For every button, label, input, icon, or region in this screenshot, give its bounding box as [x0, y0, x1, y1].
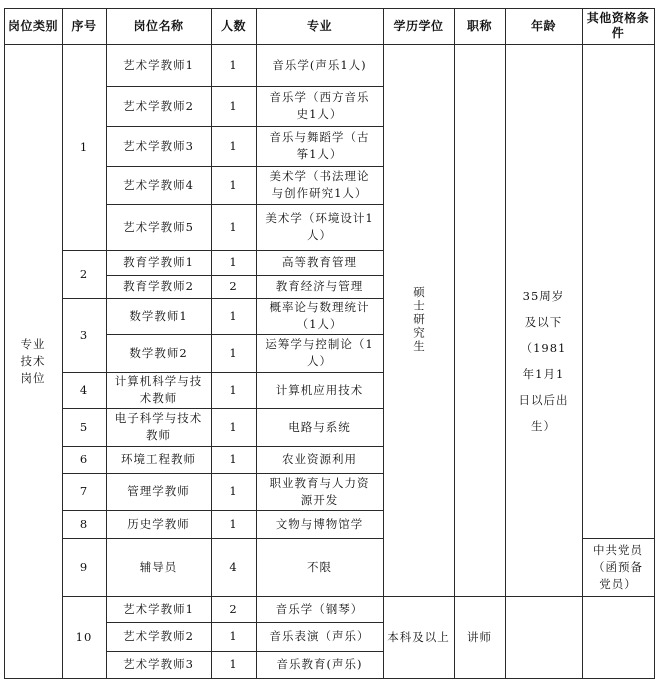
seq-number: 6 — [79, 452, 89, 466]
seq-number: 3 — [79, 327, 89, 342]
seq-number: 8 — [79, 516, 89, 531]
post-count: 2 — [229, 279, 238, 293]
seq-number: 10 — [75, 629, 93, 644]
post-name: 管理学教师 — [127, 484, 190, 498]
post-count: 1 — [229, 138, 238, 153]
post-major: 音乐与舞蹈学（古筝1人） — [269, 130, 370, 161]
header-age: 年龄 — [530, 18, 556, 33]
post-name: 数学教师2 — [129, 345, 188, 360]
post-major: 音乐学（钢琴） — [275, 601, 364, 616]
header-title: 职称 — [466, 18, 492, 33]
post-major: 音乐教育(声乐) — [276, 657, 363, 671]
post-major: 美术学（环境设计1人） — [265, 211, 374, 242]
header-degree: 学历学位 — [393, 18, 444, 33]
post-major: 电路与系统 — [288, 419, 351, 434]
seq-number: 4 — [79, 382, 89, 397]
post-name: 艺术学教师1 — [123, 601, 194, 616]
post-name: 教育学教师1 — [123, 255, 194, 269]
other-requirement-cell: 中共党员（函预备党员） — [593, 542, 643, 591]
seq-number: 9 — [79, 559, 89, 574]
post-count: 1 — [229, 308, 238, 323]
post-major: 农业资源利用 — [282, 452, 357, 466]
post-major: 概率论与数理统计（1人） — [269, 300, 370, 331]
post-name: 历史学教师 — [127, 516, 190, 531]
degree-bachelor-cell: 本科及以上 — [387, 629, 450, 644]
post-count: 1 — [229, 219, 238, 234]
post-name: 教育学教师2 — [123, 279, 194, 293]
post-name: 艺术学教师4 — [123, 177, 194, 192]
post-name: 艺术学教师2 — [123, 98, 194, 113]
post-count: 1 — [229, 57, 238, 72]
post-major: 运筹学与控制论（1人） — [265, 337, 374, 368]
grid-line — [454, 8, 455, 679]
post-name: 艺术学教师5 — [123, 219, 194, 234]
post-count: 1 — [229, 484, 238, 498]
post-name: 电子科学与技术教师 — [114, 411, 203, 442]
post-count: 1 — [229, 98, 238, 113]
post-name: 艺术学教师1 — [123, 57, 194, 72]
grid-line — [654, 8, 655, 679]
post-count: 1 — [229, 382, 238, 397]
seq-number: 7 — [79, 484, 89, 498]
header-post-name: 岗位名称 — [133, 18, 184, 33]
post-major: 计算机应用技术 — [275, 382, 364, 397]
post-major: 教育经济与管理 — [275, 279, 364, 293]
post-count: 2 — [229, 601, 238, 616]
post-name: 计算机科学与技术教师 — [114, 374, 203, 405]
seq-number: 2 — [79, 266, 89, 281]
age-cell: 35周岁及以下（1981年1月1日以后出生） — [518, 289, 569, 433]
post-major: 职业教育与人力资源开发 — [269, 475, 370, 507]
post-count: 1 — [229, 452, 238, 466]
post-name: 数学教师1 — [129, 308, 188, 323]
header-major: 专业 — [306, 18, 332, 33]
post-count: 1 — [229, 345, 238, 360]
header-category: 岗位类别 — [7, 18, 58, 33]
post-name: 艺术学教师3 — [123, 657, 194, 671]
title-lecturer-cell: 讲师 — [467, 629, 492, 644]
post-count: 4 — [229, 559, 238, 574]
post-name: 艺术学教师2 — [123, 629, 194, 643]
post-major: 音乐表演（声乐） — [269, 629, 370, 643]
header-count: 人数 — [220, 18, 246, 33]
seq-number: 5 — [79, 419, 89, 434]
header-seq: 序号 — [71, 18, 97, 33]
degree-master-cell: 硕士研究生 — [412, 286, 426, 354]
post-major: 文物与博物馆学 — [275, 516, 364, 531]
post-major: 高等教育管理 — [282, 255, 357, 269]
post-major: 不限 — [307, 559, 332, 574]
post-name: 环境工程教师 — [121, 452, 196, 466]
header-other: 其他资格条件 — [586, 11, 650, 40]
post-count: 1 — [229, 629, 238, 643]
grid-line — [4, 678, 655, 679]
post-count: 1 — [229, 516, 238, 531]
post-name: 辅导员 — [139, 559, 178, 574]
post-major: 美术学（书法理论与创作研究1人） — [269, 169, 370, 200]
post-count: 1 — [229, 177, 238, 192]
post-count: 1 — [229, 255, 238, 269]
seq-number: 1 — [79, 139, 89, 154]
post-count: 1 — [229, 657, 238, 671]
post-major: 音乐学（西方音乐史1人） — [269, 90, 370, 121]
post-major: 音乐学(声乐1人) — [272, 57, 367, 72]
post-name: 艺术学教师3 — [123, 138, 194, 153]
post-count: 1 — [229, 419, 238, 434]
category-cell: 专业技术岗位 — [20, 336, 46, 385]
